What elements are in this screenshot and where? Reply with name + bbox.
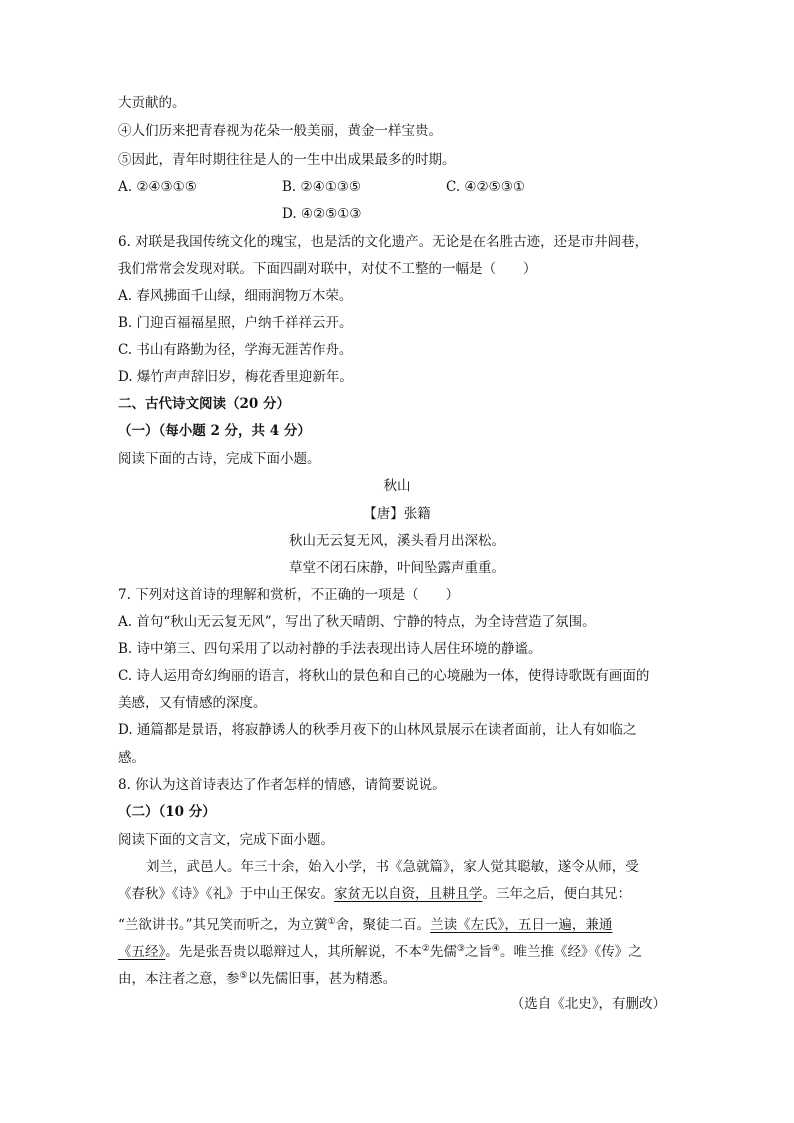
section-title: 二、古代诗文阅读（20 分） — [118, 396, 290, 412]
poem-title: 秋山 — [383, 478, 411, 494]
passage-line: 刘兰，武邑人。年三十余，始入小学，书《急就篇》，家人觉其聪敏，遂令从师，受 — [146, 859, 639, 875]
text-line: ⑤因此，青年时期往往是人的一生中出成果最多的时期。 — [118, 152, 456, 168]
option-b: B. ②④①③⑤ — [282, 179, 362, 195]
passage-text: 。三年之后，便白其兄： — [482, 886, 631, 902]
question-6-stem: 我们常常会发现对联。下面四副对联中，对仗不工整的一幅是（ ） — [118, 261, 537, 277]
underlined-sentence: 家贫无以自资，且耕且学 — [334, 886, 483, 902]
subsection-title: （二）（10 分） — [118, 804, 216, 820]
option-b: B. 诗中第三、四句采用了以动衬静的手法表现出诗人居住环境的静谧。 — [118, 641, 542, 657]
underlined-sentence: 兰读《左氏》，五日一遍，兼通 — [430, 917, 613, 933]
instruction: 阅读下面的文言文，完成下面小题。 — [118, 832, 334, 848]
underlined-sentence: 《五经》 — [118, 944, 166, 960]
footnote-marker: ② — [421, 944, 430, 954]
poem-line: 草堂不闭石床静，叶间坠露声重重。 — [289, 560, 505, 576]
poem-line: 秋山无云复无风，溪头看月出深松。 — [289, 533, 505, 549]
passage-text: “兰欲讲书。”其兄笑而听之，为立黉 — [118, 917, 328, 933]
passage-line — [118, 940, 642, 961]
option-c: C. ④②⑤③① — [446, 179, 525, 195]
passage-line — [118, 913, 612, 934]
option-d-cont: 感。 — [118, 750, 145, 766]
subsection-title: （一）（每小题 2 分，共 4 分） — [118, 423, 311, 439]
passage-text: 舍，聚徒二百。 — [335, 917, 431, 933]
text-line: 大贡献的。 — [118, 95, 186, 111]
option-d: D. ④②⑤①③ — [282, 206, 362, 222]
passage-line — [118, 967, 396, 988]
poem-author: 【唐】张籍 — [363, 506, 431, 522]
passage-text: 。唯兰推《经》《传》之 — [499, 944, 642, 960]
question-8: 8. 你认为这首诗表达了作者怎样的情感，请简要说说。 — [118, 777, 446, 793]
passage-text: 。先是张吾贵以聪辩过人，其所解说，不本 — [165, 944, 422, 960]
option-b: B. 门迎百福福星照，户纳千祥祥云开。 — [118, 315, 353, 331]
footnote-marker: ⑤ — [239, 971, 248, 981]
option-c: C. 书山有路勤为径，学海无涯苦作舟。 — [118, 342, 353, 358]
passage-text: 以先儒旧事，甚为精悉。 — [247, 971, 397, 987]
passage-text: 之旨 — [464, 944, 492, 960]
passage-text: 《春秋》《诗》《礼》于中山王保安。 — [118, 886, 334, 902]
footnote-marker: ① — [327, 917, 336, 927]
passage-line — [118, 885, 631, 903]
footnote-marker: ③ — [456, 944, 465, 954]
passage-text: 先儒 — [429, 944, 457, 960]
option-a: A. 春风拂面千山绿，细雨润物万木荣。 — [118, 288, 353, 304]
question-6-stem: 6. 对联是我国传统文化的瑰宝，也是活的文化遗产。无论是在名胜古迹，还是市井闾巷， — [118, 234, 649, 250]
footnote-marker: ④ — [491, 944, 500, 954]
option-c-cont: 美感，又有情感的深度。 — [118, 695, 267, 711]
option-d: D. 爆竹声声辞旧岁，梅花香里迎新年。 — [118, 369, 353, 385]
source-citation: （选自《北史》，有删改） — [510, 996, 666, 1012]
option-a: A. 首句“秋山无云复无风”，写出了秋天晴朗、宁静的特点，为全诗营造了氛围。 — [118, 614, 596, 630]
question-7-stem: 7. 下列对这首诗的理解和赏析，不正确的一项是（ ） — [118, 587, 460, 603]
option-d: D. 通篇都是景语，将寂静诱人的秋季月夜下的山林风景展示在读者面前，让人有如临之 — [118, 722, 637, 738]
passage-text: 由，本注者之意，参 — [118, 971, 240, 987]
text-line: ④人们历来把青春视为花朵一般美丽，黄金一样宝贵。 — [118, 123, 442, 139]
option-a: A. ②④③①⑤ — [118, 179, 197, 195]
option-c: C. 诗人运用奇幻绚丽的语言，将秋山的景色和自己的心境融为一体，使得诗歌既有画面的 — [118, 668, 650, 684]
instruction: 阅读下面的古诗，完成下面小题。 — [118, 451, 321, 467]
